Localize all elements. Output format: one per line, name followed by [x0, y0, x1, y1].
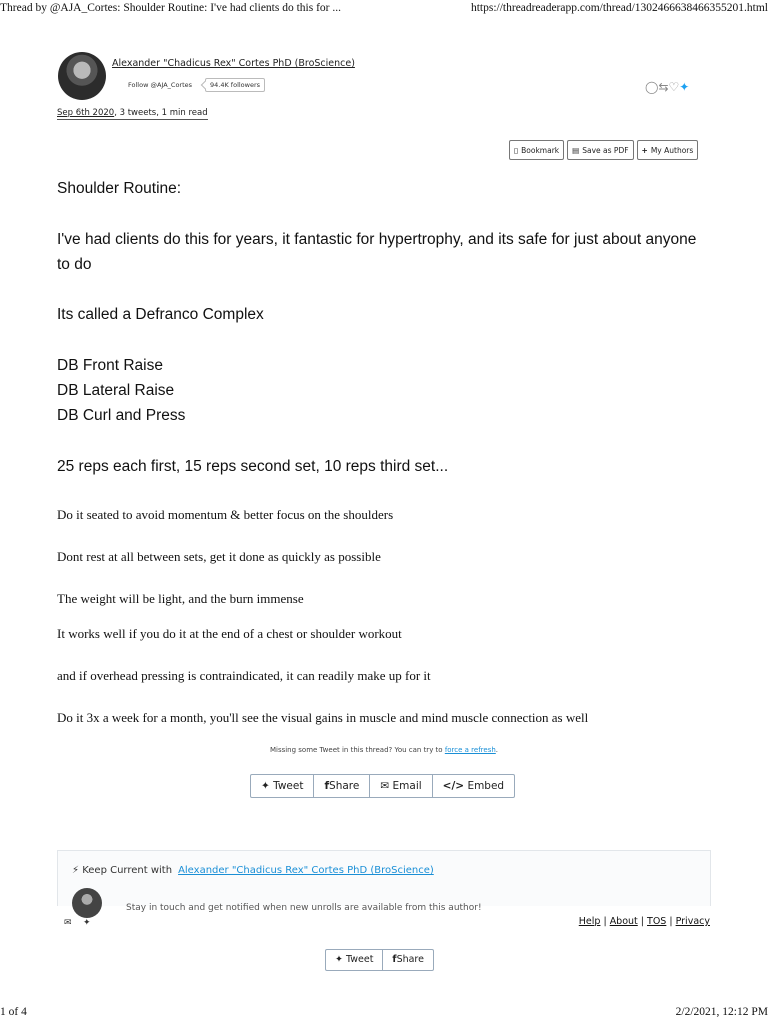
retweet-icon[interactable]: ⇆ — [658, 80, 669, 94]
envelope-icon[interactable]: ✉ — [64, 918, 72, 928]
tweet-text: I've had clients do this for years, it fantastic for hypertrophy, and its safe for just about anyone to do — [57, 231, 697, 273]
missing-end: . — [495, 746, 499, 754]
envelope-icon: ✉ — [380, 780, 390, 792]
twitter-icon[interactable]: ✦ — [83, 918, 91, 928]
missing-tweet-notice — [0, 746, 768, 754]
tweet-text: DB Curl and Press — [57, 407, 186, 424]
tweet-text: Do it seated to avoid momentum & better focus on the shoulders — [57, 507, 394, 522]
print-url: https://threadreaderapp.com/thread/1302466638466355201.html — [470, 2, 768, 14]
code-icon: </> — [442, 780, 465, 792]
tweet-text: The weight will be light, and the burn immense — [57, 591, 304, 606]
print-datetime: 2/2/2021, 12:12 PM — [675, 1006, 768, 1018]
tweet-text: DB Lateral Raise — [57, 382, 175, 399]
save-pdf-label: Save as PDF — [582, 145, 629, 155]
embed-button[interactable] — [432, 775, 514, 797]
tos-link[interactable]: TOS — [647, 916, 667, 927]
keep-author-link[interactable]: Alexander "Chadicus Rex" Cortes PhD (BroScience) — [178, 865, 434, 876]
author-avatar[interactable] — [58, 52, 106, 100]
bookmark-button[interactable] — [509, 140, 564, 160]
reply-icon[interactable]: ◯ — [645, 80, 659, 94]
help-link[interactable]: Help — [578, 916, 601, 927]
bookmark-label: Bookmark — [521, 145, 560, 155]
bottom-share-button[interactable] — [382, 950, 433, 970]
facebook-icon: f — [392, 954, 397, 965]
privacy-link[interactable]: Privacy — [675, 916, 710, 927]
tweet-label: Tweet — [273, 780, 304, 792]
force-refresh-link[interactable]: force a refresh — [444, 746, 496, 754]
footer-links: Help | About | TOS | Privacy — [578, 916, 710, 927]
tweet-label: Tweet — [346, 954, 374, 965]
tweet-actions — [645, 80, 689, 94]
follow-link[interactable]: Follow @AJA_Cortes — [128, 81, 193, 89]
thread-date-link[interactable]: Sep 6th 2020 — [57, 108, 115, 118]
my-authors-button[interactable] — [637, 140, 699, 160]
document-icon: ▤ — [572, 145, 580, 155]
bolt-icon: ⚡ — [72, 865, 80, 876]
tweet-text: Shoulder Routine: — [57, 180, 182, 197]
tweet-text: Dont rest at all between sets, get it done as quickly as possible — [57, 549, 381, 564]
print-title: Thread by @AJA_Cortes: Shoulder Routine: I've had clients do this for ... — [0, 2, 341, 14]
keep-description: Stay in touch and get notified when new unrolls are available from this author! — [126, 903, 482, 913]
share-label: Share — [329, 780, 360, 792]
keep-current-title — [72, 865, 434, 876]
thread-stats: , 3 tweets, 1 min read — [114, 108, 208, 118]
facebook-icon: f — [324, 780, 330, 792]
tweet-text: Do it 3x a week for a month, you'll see the visual gains in muscle and mind muscle connection as well — [57, 710, 589, 725]
keep-label: Keep Current with — [82, 865, 173, 876]
twitter-icon: ✦ — [261, 780, 270, 792]
author-name-link[interactable]: Alexander "Chadicus Rex" Cortes PhD (BroScience) — [112, 58, 355, 69]
email-label: Email — [392, 780, 422, 792]
embed-label: Embed — [467, 780, 505, 792]
bottom-share-bar — [325, 949, 434, 971]
print-header — [0, 2, 768, 16]
tweet-text: It works well if you do it at the end of a chest or shoulder workout — [57, 626, 402, 641]
thread-toolbar — [509, 140, 698, 160]
like-icon[interactable]: ♡ — [668, 80, 680, 94]
print-footer — [0, 1006, 768, 1020]
about-link[interactable]: About — [609, 916, 638, 927]
plus-icon: + — [641, 145, 648, 155]
tweet-text: Its called a Defranco Complex — [57, 306, 264, 323]
keep-current-panel — [57, 850, 711, 913]
email-share-button[interactable] — [369, 775, 431, 797]
share-bar — [250, 774, 515, 798]
tweet-text: 25 reps each first, 15 reps second set, 10 reps third set... — [57, 458, 449, 475]
footer-social-icons — [64, 918, 91, 928]
missing-text: Missing some Tweet in this thread? You can try to — [269, 746, 445, 754]
tweet-text: and if overhead pressing is contraindicated, it can readily make up for it — [57, 668, 431, 683]
share-label: Share — [396, 954, 424, 965]
tweet-share-button[interactable] — [251, 775, 313, 797]
thread-meta — [57, 108, 208, 120]
my-authors-label: My Authors — [650, 145, 694, 155]
print-page-number: 1 of 4 — [0, 1006, 27, 1018]
tweet-text: DB Front Raise — [57, 357, 163, 374]
bookmark-icon: ▯ — [514, 145, 519, 155]
twitter-icon: ✦ — [335, 954, 343, 965]
save-pdf-button[interactable] — [567, 140, 633, 160]
bottom-tweet-button[interactable] — [326, 950, 382, 970]
followers-badge: 94.4K followers — [205, 78, 265, 92]
keep-author-avatar — [72, 888, 102, 918]
twitter-bird-icon[interactable]: ✦ — [679, 80, 690, 94]
facebook-share-button[interactable] — [313, 775, 369, 797]
